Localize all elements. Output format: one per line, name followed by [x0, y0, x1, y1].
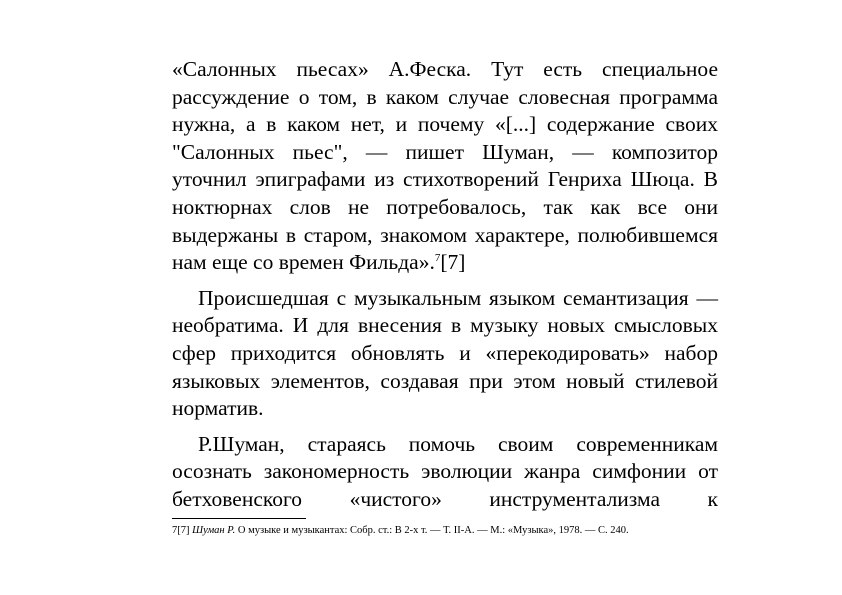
footnote-citation: О музыке и музыкантах: Собр. ст.: В 2-х т. — Т. II-А. — М.: «Музыка», 1978. — С. 240.	[235, 525, 629, 536]
footnote-separator	[172, 518, 306, 519]
footnote-marker-number: 7	[172, 525, 178, 536]
body-text	[172, 56, 718, 522]
paragraph-1-text: «Салонных пьесах» А.Феска. Тут есть специальное рассуждение о том, в каком случае словесная программа нужна, а в каком нет, и почему «[...] содержание своих "Салонных пьес", — пишет Шуман, — композитор уточнил эпиграфами из стихотворений Генриха Шюца. В ноктюрнах слов не потребовалось, так как все они выдержаны в старом, знакомом характере, полюбившемся нам еще со времен Фильда».	[172, 57, 718, 275]
footnote-author: Шуман Р.	[192, 525, 236, 536]
paragraph-2	[172, 285, 718, 423]
footnote-marker[interactable]: 7	[434, 252, 441, 264]
paragraph-3	[172, 431, 718, 514]
footnote	[172, 524, 718, 537]
paragraph-3-text: Р.Шуман, стараясь помочь своим современникам осознать закономерность эволюции жанра симфонии от бетховенского «чистого» инструментализма к	[172, 431, 718, 511]
reference-number: [7]	[440, 250, 466, 275]
footnote-ref: [7]	[177, 525, 190, 536]
paragraph-1	[172, 56, 718, 277]
paragraph-2-text: Происшедшая с музыкальным языком семантизация — необратима. И для внесения в музыку новых смысловых сфер приходится обновлять и «перекодировать» набор языковых элементов, создавая при этом новый стилевой норматив.	[172, 285, 718, 421]
